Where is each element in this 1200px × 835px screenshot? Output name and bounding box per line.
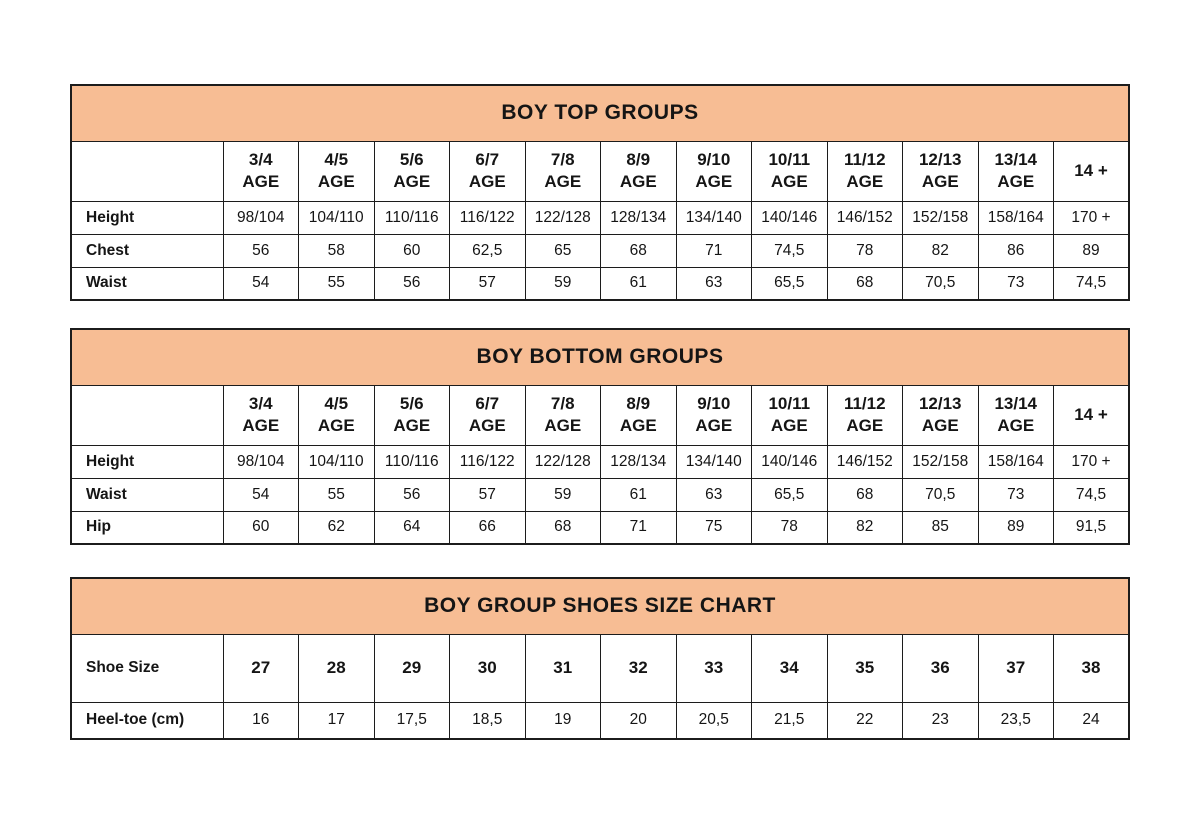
value-cell: 71 <box>601 511 677 544</box>
age-range-label: 6/7 <box>475 393 500 413</box>
age-word-label: AGE <box>997 416 1035 435</box>
value-cell: 134/140 <box>676 445 752 478</box>
value-cell: 27 <box>223 634 299 702</box>
value-cell: 62,5 <box>450 234 526 267</box>
row-label: Chest <box>71 234 223 267</box>
age-range-label: 7/8 <box>550 149 575 169</box>
value-cell: 34 <box>752 634 828 702</box>
age-range-label: 5/6 <box>399 393 424 413</box>
value-cell: 17 <box>299 702 375 739</box>
boy-top-groups-table <box>70 84 1130 301</box>
age-word-label: AGE <box>695 416 733 435</box>
value-cell: 28 <box>299 634 375 702</box>
age-word-label: AGE <box>770 416 808 435</box>
value-cell: 82 <box>903 234 979 267</box>
value-cell: 59 <box>525 478 601 511</box>
age-word-label: AGE <box>317 416 355 435</box>
value-cell: 22 <box>827 702 903 739</box>
table-row <box>71 511 1129 544</box>
value-cell: 122/128 <box>525 445 601 478</box>
age-word-label: AGE <box>468 416 506 435</box>
value-cell: 57 <box>450 267 526 300</box>
value-cell: 86 <box>978 234 1054 267</box>
age-range-label: 4/5 <box>324 393 349 413</box>
value-cell: 57 <box>450 478 526 511</box>
age-word-label: AGE <box>695 172 733 191</box>
value-cell: 65,5 <box>752 478 828 511</box>
age-header-cell <box>827 385 903 445</box>
value-cell: 24 <box>1054 702 1130 739</box>
row-label: Waist <box>71 267 223 300</box>
value-cell: 58 <box>299 234 375 267</box>
age-word-label: AGE <box>242 172 280 191</box>
value-cell: 35 <box>827 634 903 702</box>
table-title-row <box>71 85 1129 141</box>
value-cell: 73 <box>978 267 1054 300</box>
age-range-label: 6/7 <box>475 149 500 169</box>
row-label: Shoe Size <box>71 634 223 702</box>
age-range-label: 12/13 <box>918 393 962 413</box>
age-word-label: AGE <box>544 416 582 435</box>
value-cell: 65 <box>525 234 601 267</box>
age-range-label: 13/14 <box>994 393 1038 413</box>
corner-cell <box>71 385 223 445</box>
age-header-cell <box>1054 385 1130 445</box>
value-cell: 60 <box>223 511 299 544</box>
value-cell: 170 + <box>1054 201 1130 234</box>
value-cell: 116/122 <box>450 445 526 478</box>
value-cell: 82 <box>827 511 903 544</box>
value-cell: 134/140 <box>676 201 752 234</box>
value-cell: 68 <box>525 511 601 544</box>
value-cell: 75 <box>676 511 752 544</box>
age-header-cell <box>903 385 979 445</box>
value-cell: 63 <box>676 267 752 300</box>
value-cell: 68 <box>827 267 903 300</box>
table-row <box>71 634 1129 702</box>
age-word-label: AGE <box>846 416 884 435</box>
age-word-label: AGE <box>468 172 506 191</box>
table-row <box>71 234 1129 267</box>
value-cell: 78 <box>827 234 903 267</box>
age-header-cell <box>752 385 828 445</box>
age-header-cell <box>299 141 375 201</box>
value-cell: 54 <box>223 267 299 300</box>
age-range-label: 7/8 <box>550 393 575 413</box>
value-cell: 68 <box>601 234 677 267</box>
row-label: Hip <box>71 511 223 544</box>
value-cell: 36 <box>903 634 979 702</box>
value-cell: 104/110 <box>299 201 375 234</box>
table-title: BOY TOP GROUPS <box>71 85 1129 141</box>
value-cell: 91,5 <box>1054 511 1130 544</box>
value-cell: 89 <box>978 511 1054 544</box>
age-header-cell <box>223 385 299 445</box>
value-cell: 170 + <box>1054 445 1130 478</box>
value-cell: 56 <box>374 478 450 511</box>
value-cell: 152/158 <box>903 201 979 234</box>
value-cell: 65,5 <box>752 267 828 300</box>
age-range-label: 10/11 <box>768 149 811 169</box>
age-range-label: 9/10 <box>697 149 731 169</box>
age-header-row <box>71 141 1129 201</box>
age-header-cell <box>450 141 526 201</box>
value-cell: 74,5 <box>1054 478 1130 511</box>
age-range-label: 8/9 <box>626 393 651 413</box>
age-word-label: AGE <box>242 416 280 435</box>
value-cell: 104/110 <box>299 445 375 478</box>
row-label: Waist <box>71 478 223 511</box>
value-cell: 59 <box>525 267 601 300</box>
table-row <box>71 702 1129 739</box>
age-range-label: 10/11 <box>768 393 811 413</box>
value-cell: 16 <box>223 702 299 739</box>
value-cell: 56 <box>223 234 299 267</box>
age-range-label: 4/5 <box>324 149 349 169</box>
age-header-cell <box>223 141 299 201</box>
value-cell: 89 <box>1054 234 1130 267</box>
value-cell: 74,5 <box>752 234 828 267</box>
age-word-label: AGE <box>317 172 355 191</box>
boy-bottom-groups-table <box>70 328 1130 545</box>
value-cell: 37 <box>978 634 1054 702</box>
age-word-label: AGE <box>921 172 959 191</box>
age-header-cell <box>374 385 450 445</box>
value-cell: 71 <box>676 234 752 267</box>
value-cell: 78 <box>752 511 828 544</box>
value-cell: 29 <box>374 634 450 702</box>
value-cell: 128/134 <box>601 445 677 478</box>
value-cell: 74,5 <box>1054 267 1130 300</box>
age-range-label: 14 + <box>1074 404 1108 424</box>
value-cell: 32 <box>601 634 677 702</box>
value-cell: 70,5 <box>903 478 979 511</box>
age-word-label: AGE <box>846 172 884 191</box>
value-cell: 62 <box>299 511 375 544</box>
age-range-label: 9/10 <box>697 393 731 413</box>
age-range-label: 3/4 <box>248 393 273 413</box>
age-word-label: AGE <box>921 416 959 435</box>
table-title-row <box>71 578 1129 634</box>
value-cell: 63 <box>676 478 752 511</box>
value-cell: 38 <box>1054 634 1130 702</box>
age-header-cell <box>525 141 601 201</box>
age-word-label: AGE <box>619 172 657 191</box>
age-word-label: AGE <box>393 416 431 435</box>
value-cell: 61 <box>601 267 677 300</box>
value-cell: 140/146 <box>752 445 828 478</box>
age-header-cell <box>978 385 1054 445</box>
value-cell: 55 <box>299 267 375 300</box>
age-header-cell <box>676 385 752 445</box>
table-row <box>71 201 1129 234</box>
boy-group-shoes-size-chart-table <box>70 577 1130 740</box>
value-cell: 110/116 <box>374 445 450 478</box>
value-cell: 64 <box>374 511 450 544</box>
table-title-row <box>71 329 1129 385</box>
value-cell: 98/104 <box>223 201 299 234</box>
age-word-label: AGE <box>619 416 657 435</box>
value-cell: 56 <box>374 267 450 300</box>
row-label: Heel-toe (cm) <box>71 702 223 739</box>
value-cell: 23,5 <box>978 702 1054 739</box>
row-label: Height <box>71 201 223 234</box>
value-cell: 33 <box>676 634 752 702</box>
value-cell: 19 <box>525 702 601 739</box>
age-header-cell <box>676 141 752 201</box>
row-label: Height <box>71 445 223 478</box>
age-header-cell <box>299 385 375 445</box>
age-header-cell <box>450 385 526 445</box>
value-cell: 20,5 <box>676 702 752 739</box>
value-cell: 66 <box>450 511 526 544</box>
age-word-label: AGE <box>393 172 431 191</box>
value-cell: 98/104 <box>223 445 299 478</box>
age-header-cell <box>374 141 450 201</box>
value-cell: 85 <box>903 511 979 544</box>
value-cell: 122/128 <box>525 201 601 234</box>
value-cell: 55 <box>299 478 375 511</box>
age-header-cell <box>525 385 601 445</box>
value-cell: 31 <box>525 634 601 702</box>
value-cell: 60 <box>374 234 450 267</box>
value-cell: 140/146 <box>752 201 828 234</box>
age-header-cell <box>903 141 979 201</box>
value-cell: 146/152 <box>827 201 903 234</box>
age-header-cell <box>1054 141 1130 201</box>
value-cell: 18,5 <box>450 702 526 739</box>
age-header-cell <box>601 385 677 445</box>
age-header-cell <box>601 141 677 201</box>
age-range-label: 14 + <box>1074 160 1108 180</box>
value-cell: 73 <box>978 478 1054 511</box>
value-cell: 20 <box>601 702 677 739</box>
table-row <box>71 478 1129 511</box>
value-cell: 68 <box>827 478 903 511</box>
corner-cell <box>71 141 223 201</box>
age-header-cell <box>752 141 828 201</box>
age-range-label: 5/6 <box>399 149 424 169</box>
value-cell: 158/164 <box>978 201 1054 234</box>
value-cell: 152/158 <box>903 445 979 478</box>
age-header-cell <box>978 141 1054 201</box>
table-row <box>71 445 1129 478</box>
age-range-label: 12/13 <box>918 149 962 169</box>
value-cell: 146/152 <box>827 445 903 478</box>
age-range-label: 13/14 <box>994 149 1038 169</box>
value-cell: 110/116 <box>374 201 450 234</box>
table-row <box>71 267 1129 300</box>
age-word-label: AGE <box>770 172 808 191</box>
age-range-label: 11/12 <box>843 393 886 413</box>
value-cell: 54 <box>223 478 299 511</box>
age-word-label: AGE <box>997 172 1035 191</box>
value-cell: 21,5 <box>752 702 828 739</box>
value-cell: 61 <box>601 478 677 511</box>
table-title: BOY BOTTOM GROUPS <box>71 329 1129 385</box>
value-cell: 70,5 <box>903 267 979 300</box>
value-cell: 158/164 <box>978 445 1054 478</box>
age-word-label: AGE <box>544 172 582 191</box>
age-range-label: 11/12 <box>843 149 886 169</box>
age-header-row <box>71 385 1129 445</box>
value-cell: 17,5 <box>374 702 450 739</box>
value-cell: 23 <box>903 702 979 739</box>
value-cell: 30 <box>450 634 526 702</box>
age-range-label: 3/4 <box>248 149 273 169</box>
table-title: BOY GROUP SHOES SIZE CHART <box>71 578 1129 634</box>
value-cell: 128/134 <box>601 201 677 234</box>
age-header-cell <box>827 141 903 201</box>
value-cell: 116/122 <box>450 201 526 234</box>
age-range-label: 8/9 <box>626 149 651 169</box>
